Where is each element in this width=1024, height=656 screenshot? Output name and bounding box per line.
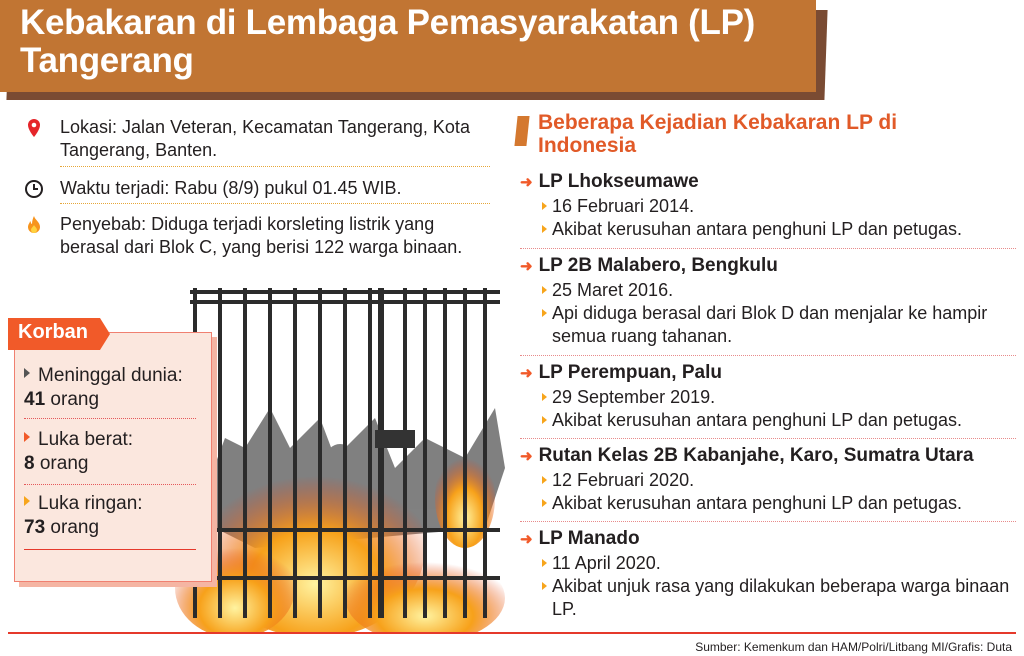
divider [520,248,1016,249]
clock-icon [24,179,44,199]
divider [60,166,490,167]
info-cause-text: Penyebab: Diduga terjadi korsleting listrik yang berasal dari Blok C, yang berisi 122 warga binaan. [60,214,463,257]
event-desc: Akibat kerusuhan antara penghuni LP dan petugas. [542,492,1020,515]
korban-item-minor [24,492,143,540]
gate-lock [375,430,415,448]
heading-accent [514,116,529,146]
triangle-bullet-icon [24,432,30,442]
divider [520,438,1016,439]
fire-icon [24,215,44,235]
info-location-text: Lokasi: Jalan Veteran, Kecamatan Tangerang, Kota Tangerang, Banten. [60,117,470,160]
title-line-2: Tangerang [20,41,194,80]
event-item [520,254,1020,348]
event-desc: Akibat unjuk rasa yang dilakukan beberapa warga binaan LP. [542,575,1012,621]
title-banner [0,0,816,92]
divider [60,203,490,204]
event-desc: Akibat kerusuhan antara penghuni LP dan petugas. [542,218,1020,241]
event-desc: Api diduga berasal dari Blok D dan menjalar ke hampir semua ruang tahanan. [542,302,992,348]
arrow-right-icon: ➜ [520,258,533,275]
divider [520,521,1016,522]
event-title: Rutan Kelas 2B Kabanjahe, Karo, Sumatra Utara [538,445,974,466]
divider [24,484,196,485]
arrow-right-icon: ➜ [520,174,533,191]
korban-item-value: 41 [24,389,46,410]
event-title: LP Perempuan, Palu [538,362,722,383]
event-date: 11 April 2020. [542,552,1020,575]
info-time [24,177,494,200]
event-date: 29 September 2019. [542,386,1020,409]
info-cause [24,213,494,259]
event-title: LP Lhokseumawe [538,171,699,192]
event-item [520,361,1020,432]
event-desc: Akibat kerusuhan antara penghuni LP dan petugas. [542,409,1020,432]
info-time-text: Waktu terjadi: Rabu (8/9) pukul 01.45 WIB. [60,178,402,198]
korban-label: Korban [8,318,100,350]
korban-item-value: 8 [24,453,35,474]
event-item [520,444,1020,515]
event-item [520,527,1020,621]
event-item [520,170,1020,241]
arrow-right-icon: ➜ [520,365,533,382]
event-date: 16 Februari 2014. [542,195,1020,218]
korban-item-label: Meninggal dunia: [38,365,183,386]
title-line-1: Kebakaran di Lembaga Pemasyarakatan (LP) [20,3,755,42]
korban-item-label: Luka berat: [38,429,134,450]
triangle-bullet-icon [24,368,30,378]
korban-item-value: 73 [24,517,46,538]
events-heading: Beberapa Kejadian Kebakaran LP di Indonesia [538,111,898,157]
divider [24,418,196,419]
location-pin-icon [24,118,44,138]
divider [520,355,1016,356]
korban-item-unit: orang [50,389,100,410]
event-title: LP 2B Malabero, Bengkulu [538,255,778,276]
footer-divider [8,632,1016,634]
burning-cell-illustration [175,278,525,634]
event-title: LP Manado [538,528,640,549]
korban-item-severe [24,428,133,476]
arrow-right-icon: ➜ [520,531,533,548]
divider [24,549,196,550]
info-location [24,116,494,162]
korban-item-unit: orang [39,453,89,474]
korban-item-unit: orang [50,517,100,538]
triangle-bullet-icon [24,496,30,506]
arrow-right-icon: ➜ [520,448,533,465]
korban-item-label: Luka ringan: [38,493,143,514]
source-credit: Sumber: Kemenkum dan HAM/Polri/Litbang MI/Grafis: Duta [695,640,1012,654]
event-date: 12 Februari 2020. [542,469,1020,492]
event-date: 25 Maret 2016. [542,279,1020,302]
korban-item-dead [24,364,183,412]
